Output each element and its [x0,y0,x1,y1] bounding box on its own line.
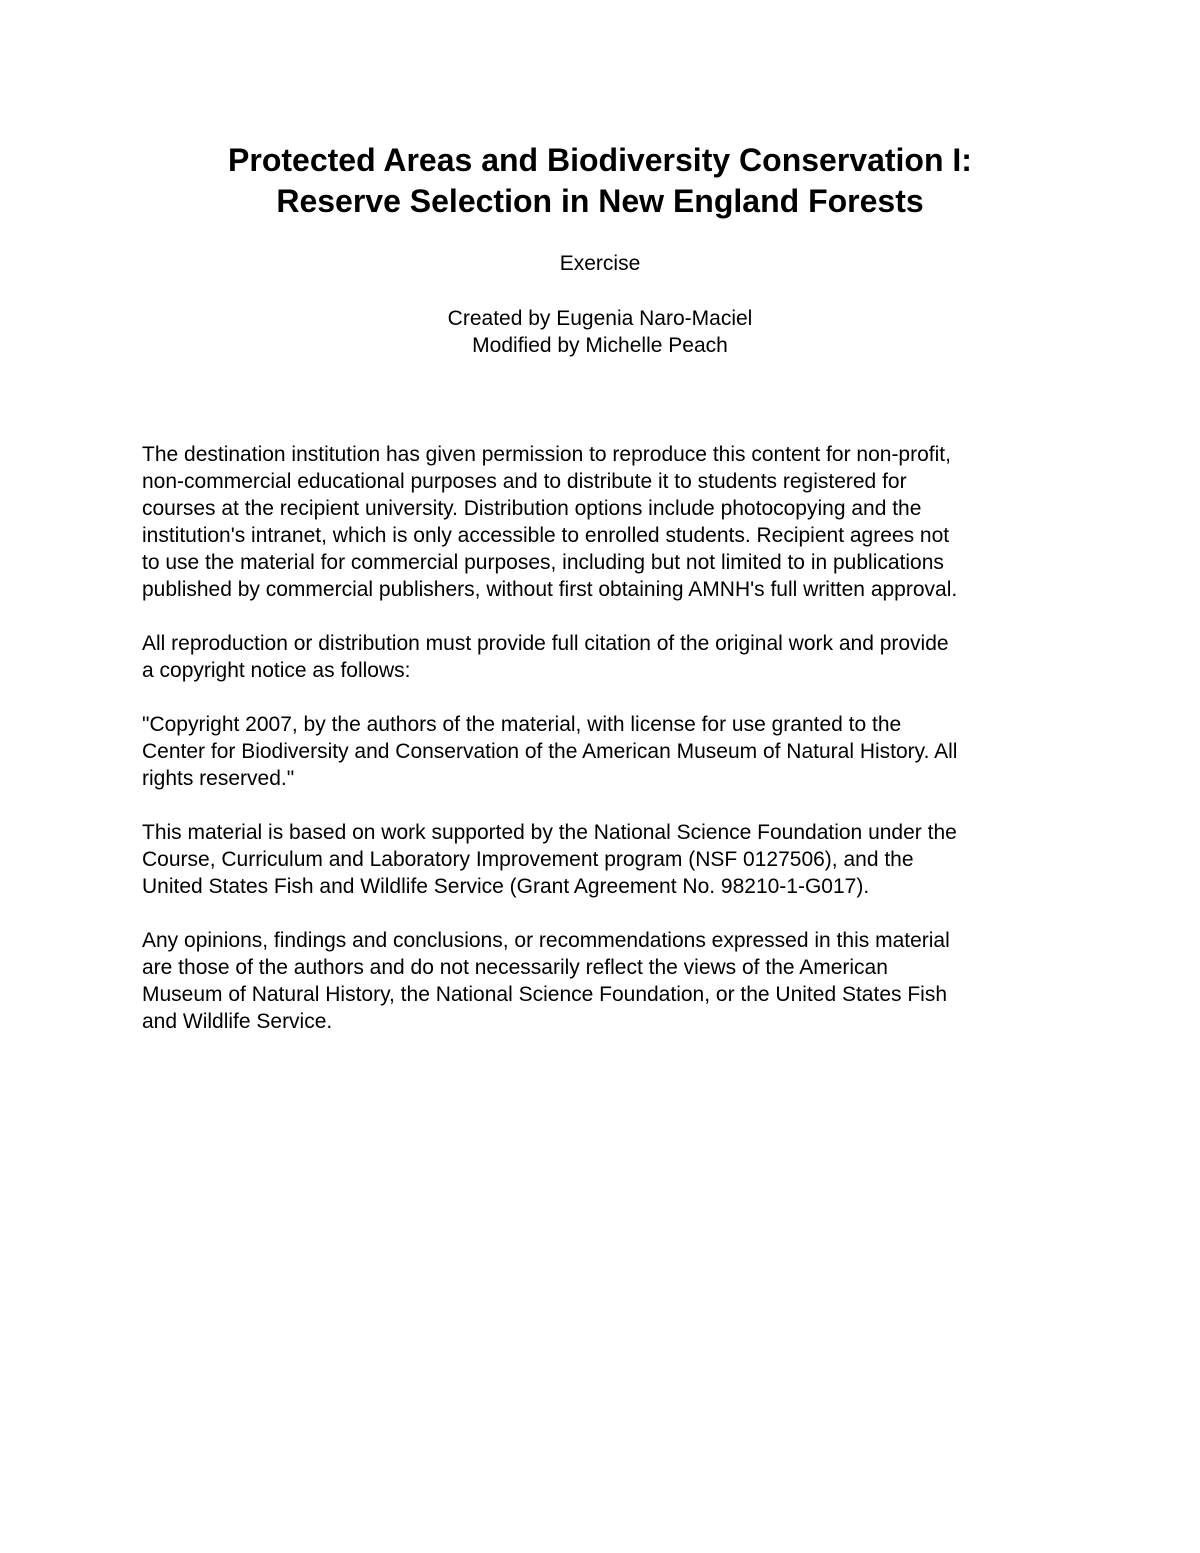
text-line: courses at the recipient university. Distribution options include photocopying and the [142,497,922,520]
text-line: The destination institution has given permission to reproduce this content for non-profit, [142,443,951,466]
author-credit: Created by Eugenia Naro-Maciel [447,307,753,330]
title-line-2: Reserve Selection in New England Forests [276,183,924,219]
text-line: "Copyright 2007, by the authors of the material, with license for use granted to the [142,713,902,736]
text-line: Course, Curriculum and Laboratory Improvement program (NSF 0127506), and the [142,848,914,871]
text-line: institution's intranet, which is only accessible to enrolled students. Recipient agrees not [142,524,950,547]
text-line: and Wildlife Service. [142,1010,333,1033]
body-text [142,441,1062,1062]
text-line: to use the material for commercial purposes, including but not limited to in publications [142,551,944,574]
page-title [0,140,1200,222]
document-type: Exercise [559,252,641,275]
text-line: are those of the authors and do not necessarily reflect the views of the American [142,956,888,979]
text-line: Museum of Natural History, the National Science Foundation, or the United States Fish [142,983,948,1006]
text-line: All reproduction or distribution must provide full citation of the original work and provide [142,632,949,655]
text-line: a copyright notice as follows: [142,659,411,682]
text-line: This material is based on work supported by the National Science Foundation under the [142,821,957,844]
title-line-1: Protected Areas and Biodiversity Conservation I: [228,142,972,178]
funding-paragraph [142,819,1062,900]
disclaimer-paragraph [142,927,1062,1035]
permission-paragraph [142,441,1062,603]
text-line: non-commercial educational purposes and to distribute it to students registered for [142,470,907,493]
citation-paragraph [142,630,1062,684]
text-line: rights reserved." [142,767,295,790]
modifier-credit: Modified by Michelle Peach [472,334,728,357]
text-line: Center for Biodiversity and Conservation of the American Museum of Natural History. All [142,740,958,763]
text-line: United States Fish and Wildlife Service (Grant Agreement No. 98210-1-G017). [142,875,870,898]
text-line: published by commercial publishers, without first obtaining AMNH's full written approval. [142,578,958,601]
text-line: Any opinions, findings and conclusions, or recommendations expressed in this material [142,929,950,952]
copyright-paragraph [142,711,1062,792]
